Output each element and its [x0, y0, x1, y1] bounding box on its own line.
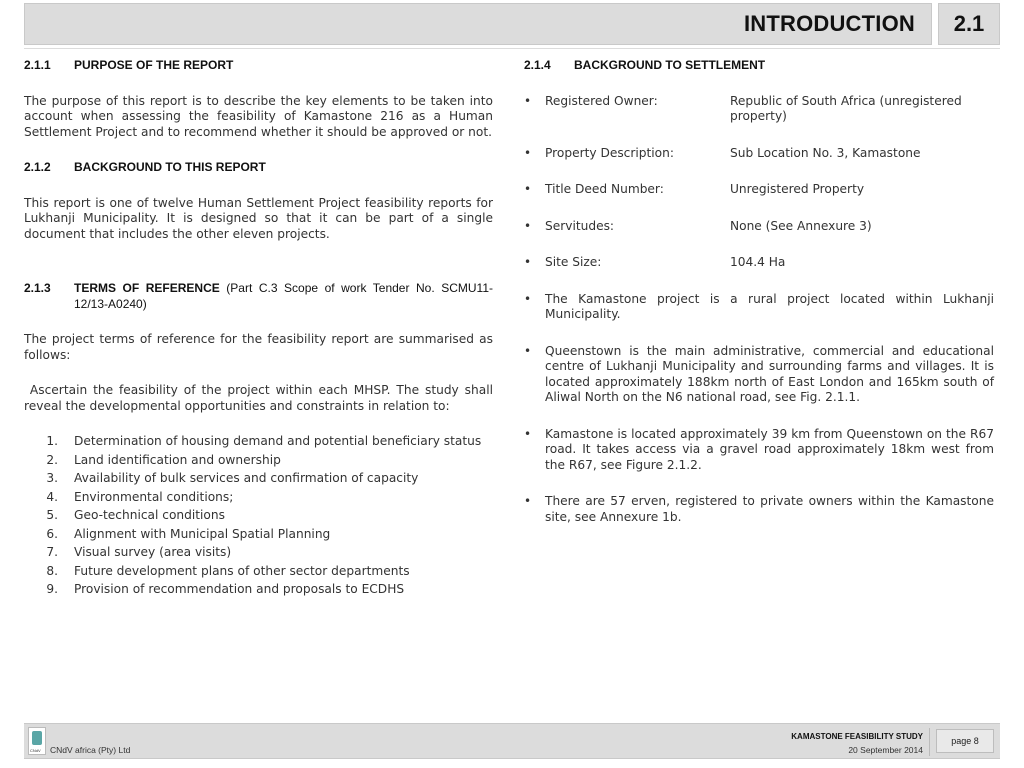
tor-list — [24, 434, 493, 601]
background-paragraph: This report is one of twelve Human Settlement Project feasibility reports for Lukhanji Municipality. It is designed so that it can be part of a single document that includes the other eleven projects. — [24, 195, 493, 241]
list-number: 5. — [46, 508, 58, 522]
detail-label: Site Size: — [545, 255, 602, 269]
bullet-text: There are 57 erven, registered to private owners within the Kamastone site, see Annexure 1b. — [545, 494, 994, 524]
list-item — [24, 564, 493, 583]
report-date: 20 September 2014 — [848, 745, 923, 755]
section-number-box — [938, 3, 1000, 45]
section-2-1-1-heading — [24, 58, 493, 74]
spacer — [524, 125, 994, 146]
detail-label: Title Deed Number: — [545, 182, 664, 196]
detail-label: Registered Owner: — [545, 93, 658, 108]
header-divider — [24, 48, 1000, 49]
left-column — [24, 58, 497, 601]
section-number: 2.1.2 — [24, 160, 51, 174]
bullet: • — [524, 93, 532, 108]
list-item — [524, 219, 994, 235]
bullet-text: Kamastone is located approximately 39 km from Queenstown on the R67 road. It takes access via a gravel road approximately 18km west from the R67, see Figure 2.1.2. — [545, 426, 994, 472]
section-title: TERMS OF REFERENCE — [74, 281, 220, 295]
right-column — [524, 58, 994, 525]
list-item — [24, 582, 493, 601]
section-2-1-3-heading — [24, 281, 493, 312]
section-number: 2.1.4 — [524, 58, 551, 72]
bullet: • — [524, 145, 532, 160]
section-title-group — [74, 281, 493, 312]
logo-text: CNdV — [30, 748, 41, 753]
page-title: INTRODUCTION — [743, 11, 915, 36]
bullet: • — [524, 182, 532, 196]
section-2-1-4-heading — [524, 58, 994, 74]
spacer — [524, 234, 994, 255]
list-text: Availability of bulk services and confirmation of capacity — [74, 471, 419, 485]
list-number: 7. — [46, 545, 58, 559]
list-number: 3. — [46, 471, 58, 485]
spacer — [524, 161, 994, 182]
list-number: 6. — [46, 526, 58, 541]
spacer — [524, 198, 994, 219]
list-text: Visual survey (area visits) — [74, 545, 232, 559]
list-item — [24, 508, 493, 527]
bullet: • — [524, 255, 532, 269]
detail-value: Sub Location No. 3, Kamastone — [730, 145, 921, 160]
purpose-paragraph: The purpose of this report is to describe the key elements to be taken into account when assessing the feasibility of Kamastone 216 as a Human Settlement Project and to recommend whether it should be approved or not. — [24, 93, 493, 139]
bullet: • — [524, 291, 532, 306]
settlement-details-list — [524, 94, 994, 526]
detail-value: Republic of South Africa (unregistered property) — [730, 93, 962, 123]
header-bar — [24, 3, 932, 45]
bullet: • — [524, 426, 532, 441]
list-item — [524, 146, 994, 162]
detail-value: None (See Annexure 3) — [730, 218, 872, 233]
bullet: • — [524, 494, 532, 508]
bullet-text: The Kamastone project is a rural project located within Lukhanji Municipality. — [545, 291, 994, 321]
section-title: PURPOSE OF THE REPORT — [74, 58, 234, 72]
study-title: KAMASTONE FEASIBILITY STUDY — [791, 732, 923, 741]
list-item — [524, 94, 994, 125]
list-text: Environmental conditions; — [74, 489, 234, 504]
list-item — [524, 182, 994, 198]
list-item — [524, 344, 994, 406]
bullet-text: Queenstown is the main administrative, commercial and educational centre of Lukhanji Municipality and surrounding farms and villages. It is located approximately 188km north of East London and 165km south of Aliwal North on the N6 national road, see Fig. 2.1.1. — [545, 343, 994, 404]
spacer — [524, 473, 994, 494]
company-logo — [28, 727, 46, 755]
section-title: BACKGROUND TO SETTLEMENT — [574, 58, 766, 72]
bullet: • — [524, 343, 532, 358]
footer-divider — [929, 728, 930, 756]
section-number: 2.1 — [953, 11, 985, 36]
list-number: 9. — [46, 582, 58, 596]
list-item — [24, 527, 493, 546]
list-item — [524, 255, 994, 271]
tor-scope-paragraph: Ascertain the feasibility of the project within each MHSP. The study shall reveal the developmental opportunities and constraints in relation to: — [24, 383, 497, 413]
detail-value: Unregistered Property — [730, 182, 865, 196]
section-number: 2.1.3 — [24, 281, 51, 295]
footer-bar — [24, 723, 1000, 759]
page-number: page 8 — [936, 729, 994, 753]
list-number: 2. — [46, 452, 58, 467]
list-item — [24, 545, 493, 564]
list-text: Provision of recommendation and proposals to ECDHS — [74, 582, 405, 596]
list-text: Determination of housing demand and potential beneficiary status — [74, 434, 482, 448]
detail-label: Property Description: — [545, 145, 674, 160]
bullet: • — [524, 218, 532, 233]
list-item — [24, 434, 493, 453]
spacer — [524, 323, 994, 344]
section-2-1-2-heading — [24, 160, 493, 176]
list-item — [524, 494, 994, 525]
list-text: Geo-technical conditions — [74, 508, 225, 522]
list-text: Land identification and ownership — [74, 452, 281, 467]
list-item — [524, 427, 994, 474]
section-number: 2.1.1 — [24, 58, 51, 72]
spacer — [524, 271, 994, 292]
list-number: 1. — [46, 434, 58, 448]
company-name: CNdV africa (Pty) Ltd — [50, 745, 131, 755]
tor-intro-paragraph: The project terms of reference for the feasibility report are summarised as follows: — [24, 332, 493, 362]
list-text: Alignment with Municipal Spatial Planning — [74, 526, 331, 541]
list-item — [24, 453, 493, 472]
section-title: BACKGROUND TO THIS REPORT — [74, 160, 266, 174]
list-item — [524, 292, 994, 323]
list-text: Future development plans of other sector departments — [74, 563, 410, 578]
list-number: 4. — [46, 489, 58, 504]
detail-value: 104.4 Ha — [730, 255, 786, 269]
list-item — [24, 471, 493, 490]
list-number: 8. — [46, 563, 58, 578]
detail-label: Servitudes: — [545, 218, 615, 233]
section-title-note: (Part C.3 Scope of work Tender No. SCMU11-12/13-A0240) — [74, 281, 494, 311]
list-item — [24, 490, 493, 509]
spacer — [524, 406, 994, 427]
